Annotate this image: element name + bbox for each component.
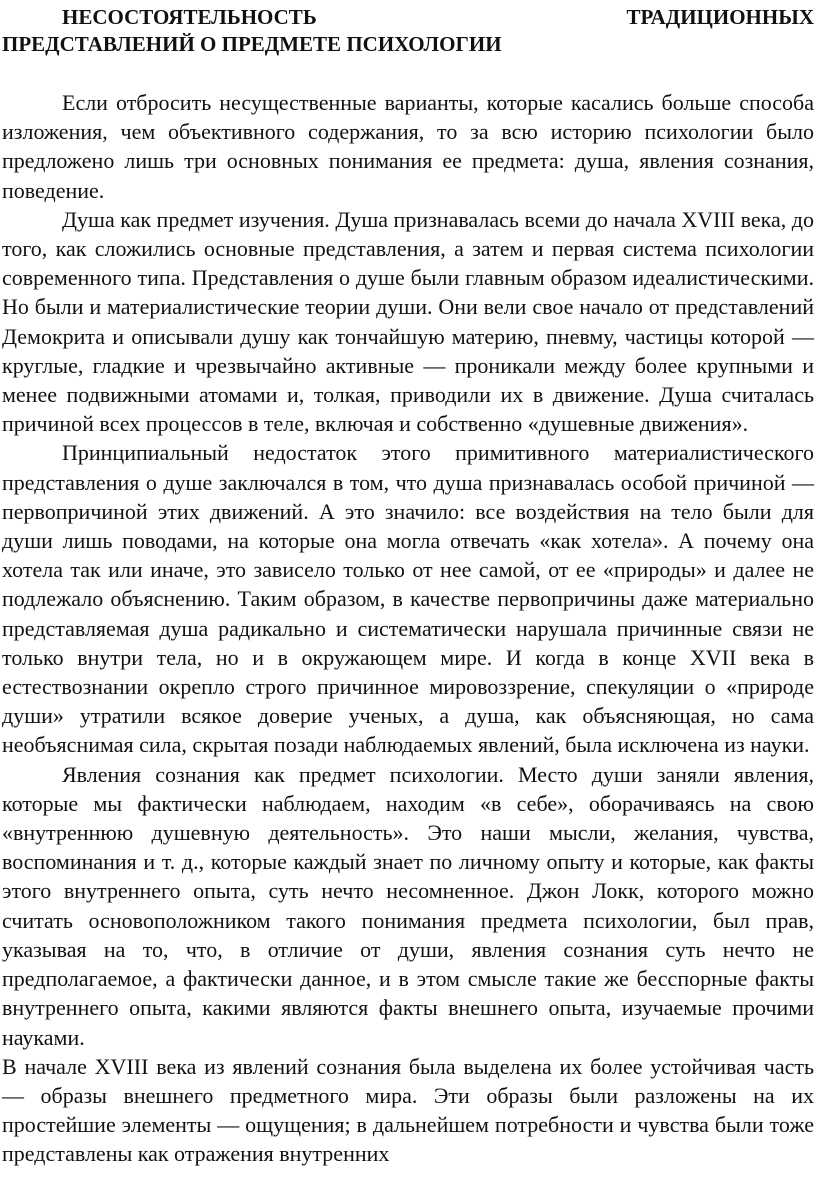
title-word-1: НЕСОСТОЯТЕЛЬНОСТЬ <box>62 5 317 29</box>
paragraph-soul: Душа как предмет изучения. Душа признавалась всеми до начала XVIII века, до того, как сложились основные представления, а затем и первая система психологии современного типа. Представления о душе были главным образом идеалистическими. Но были и материалистические теории души. Они вели свое начало от представлений Демокрита и описывали душу как тончайшую материю, пневму, частицы которой — круглые, гладкие и чрезвычайно активные — проникали между более крупными и менее подвижными атомами и, толкая, приводили их в движение. Душа считалась причиной всех процессов в теле, включая и собственно «душевные движения». <box>2 206 814 437</box>
paragraph-xviii-century: В начале XVIII века из явлений сознания была выделена их более устойчивая часть — образы внешнего предметного мира. Эти образы были разложены на их простейшие элементы — ощущения; в дальнейшем потребности и чувства были тоже представлены как отражения внутренних <box>2 1053 814 1167</box>
paragraph-soul-flaw: Принципиальный недостаток этого примитивного материалистического представления о душе заключался в том, что душа признавалась особой причиной — первопричиной этих движений. А это значило: все воздействия на тело были для души лишь поводами, на которые она могла отвечать «как хотела». А почему она хотела так или иначе, это зависело только от нее самой, от ее «природы» и далее не подлежало объяснению. Таким образом, в качестве первопричины даже материально представляемая душа радикально и систематически нарушала причинные связи не только внутри тела, но и в окружающем мире. И когда в конце XVII века в естествознании окрепло строго причинное мировоззрение, спекуляции о «природе души» утратили всякое доверие ученых, а душа, как объясняющая, но сама необъяснимая сила, скрытая позади наблюдаемых явлений, была исключена из науки. <box>2 440 814 758</box>
document-title <box>2 4 814 58</box>
title-line-1 <box>2 4 814 31</box>
title-line-2: ПРЕДСТАВЛЕНИЙ О ПРЕДМЕТЕ ПСИХОЛОГИИ <box>2 32 502 56</box>
paragraph-consciousness: Явления сознания как предмет психологии. Место души заняли явления, которые мы фактически наблюдаем, находим «в себе», оборачиваясь на свою «внутреннюю душевную деятельность». Это наши мысли, желания, чувства, воспоминания и т. д., которые каждый знает по личному опыту и которые, как факты этого внутреннего опыта, суть нечто несомненное. Джон Локк, которого можно считать основоположником такого понимания предмета психологии, был прав, указывая на то, что, в отличие от души, явления сознания суть нечто не предполагаемое, а фактически данное, и в этом смысле такие же бесспорные факты внутреннего опыта, какими являются факты внешнего опыта, изучаемые прочими науками. <box>2 761 814 1050</box>
title-word-2: ТРАДИЦИОННЫХ <box>626 5 814 29</box>
paragraph-intro: Если отбросить несущественные варианты, которые касались больше способа изложения, чем объективного содержания, то за всю историю психологии было предложено лишь три основных понимания ее предмета: душа, явления сознания, поведение. <box>2 90 814 203</box>
